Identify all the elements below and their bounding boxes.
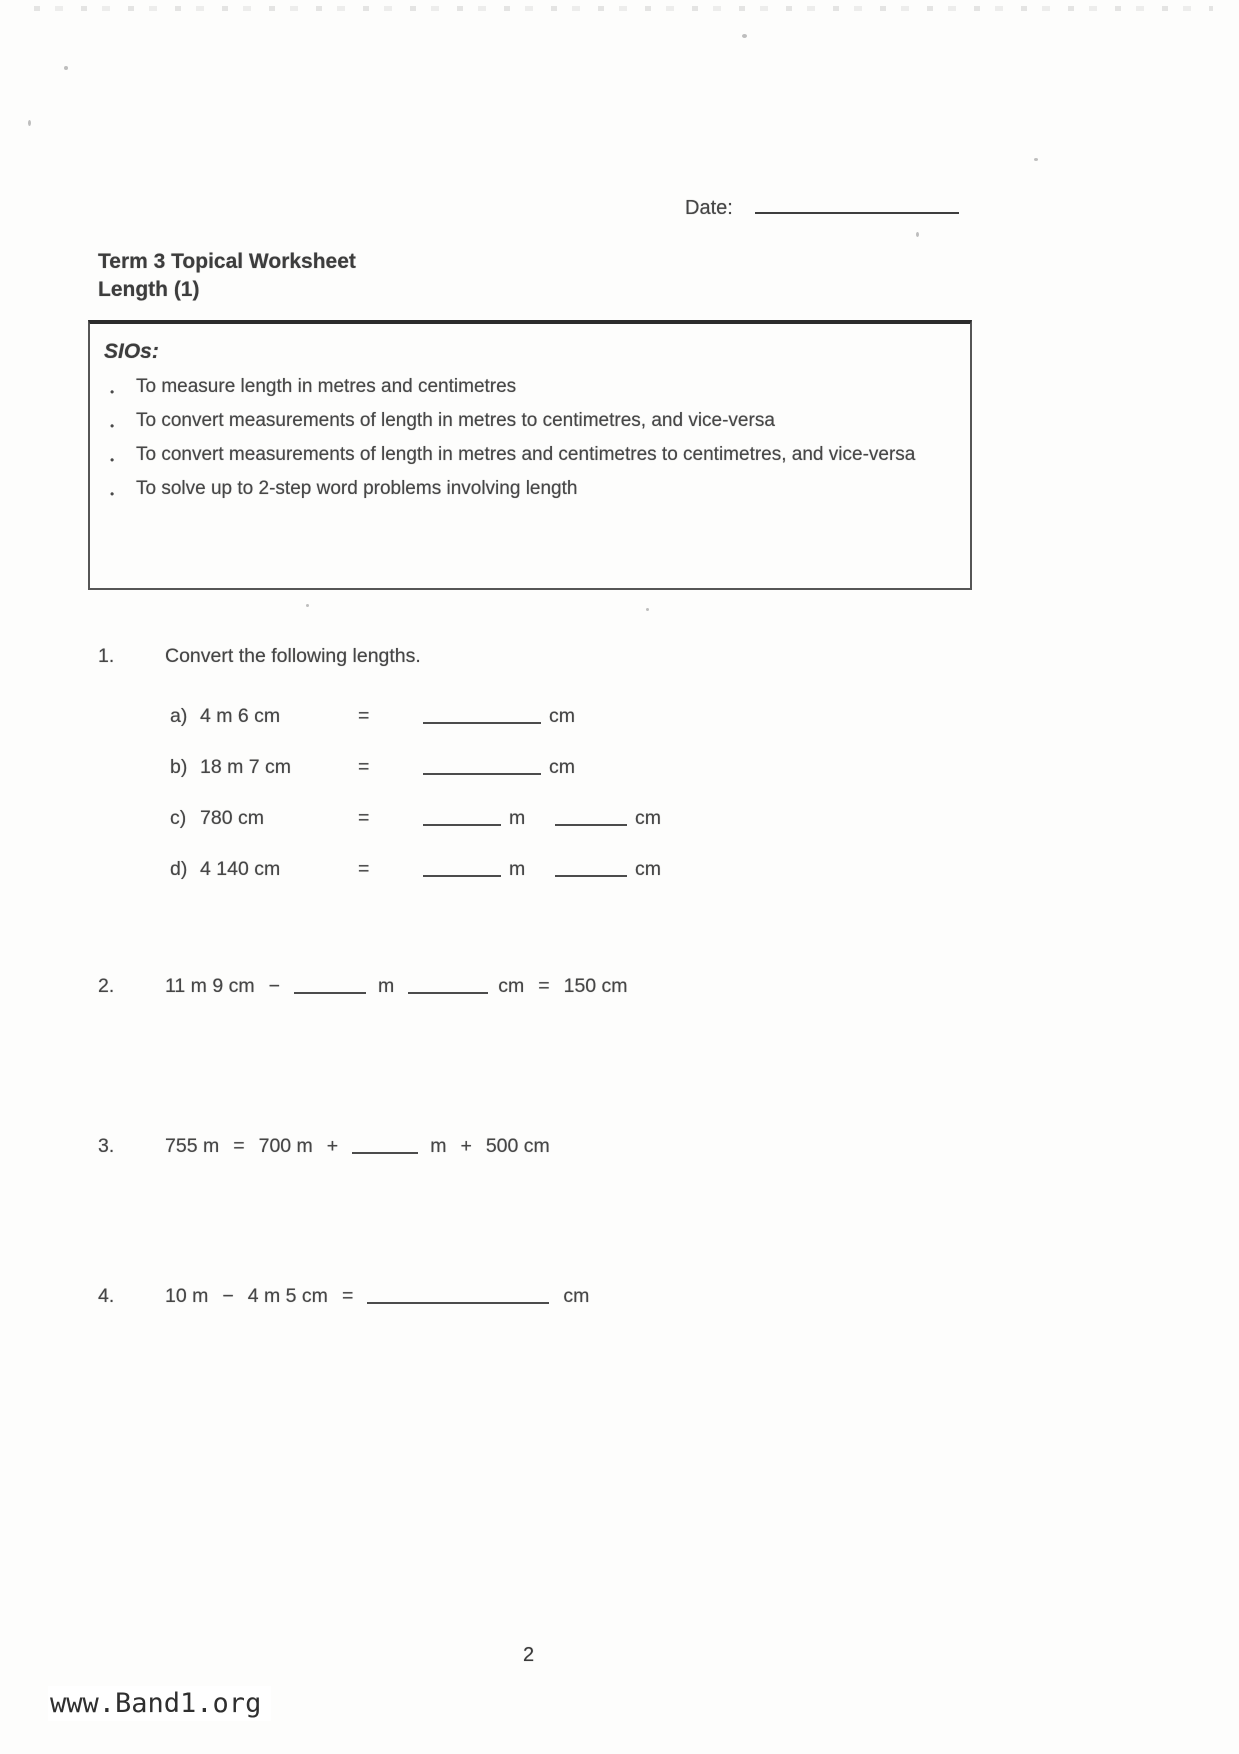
q1-part-row-b [170, 756, 665, 783]
question-prompt: Convert the following lengths. [165, 645, 421, 667]
answer-blank-metres [352, 1138, 418, 1154]
unit-label: m [430, 1135, 447, 1157]
answer-blank-centimetres [555, 810, 627, 826]
worksheet-subtitle: Length (1) [98, 278, 200, 301]
sios-box [88, 320, 972, 590]
question-number: 2. [98, 975, 115, 997]
answer-blank-metres [423, 810, 501, 826]
sios-item-text: To solve up to 2-step word problems involving length [136, 478, 578, 499]
scan-speck [64, 66, 68, 70]
question-4 [98, 1285, 589, 1308]
scan-speck [916, 232, 919, 237]
answer-blank [423, 759, 541, 775]
sios-item-text: To convert measurements of length in metres and centimetres to centimetres, and vice-versa [136, 444, 916, 465]
date-row [685, 196, 959, 220]
unit-label: m [377, 975, 395, 997]
scan-speck [646, 608, 649, 611]
answer-blank-centimetres [408, 978, 488, 994]
scan-speck [742, 34, 747, 38]
term-value: 700 m [258, 1135, 313, 1157]
sios-item [104, 476, 950, 507]
lhs-value: 10 m [165, 1285, 209, 1307]
unit-label: cm [549, 756, 575, 778]
answer-blank-metres [423, 861, 501, 877]
q1-parts [170, 705, 665, 885]
equals-sign: = [358, 756, 370, 778]
part-given-value: 4 140 cm [200, 858, 281, 880]
unit-label: cm [635, 807, 661, 829]
unit-label: m [509, 807, 526, 829]
plus-sign: + [326, 1135, 339, 1157]
minus-sign: − [268, 975, 280, 997]
date-label: Date: [685, 197, 733, 219]
given-value: 11 m 9 cm [165, 975, 255, 997]
question-3 [98, 1135, 550, 1158]
scan-speck [1034, 158, 1038, 161]
date-blank-line [755, 196, 959, 214]
bullet-icon: • [110, 487, 115, 501]
q1-part-row-c [170, 807, 665, 834]
sios-item [104, 408, 950, 439]
rhs-value: 4 m 5 cm [247, 1285, 328, 1307]
question-2 [98, 975, 628, 998]
equals-sign: = [233, 1135, 245, 1157]
answer-blank [423, 708, 541, 724]
result-value: 150 cm [563, 975, 628, 997]
part-label: a) [170, 705, 188, 727]
sios-item [104, 374, 950, 405]
answer-blank [367, 1288, 549, 1304]
scan-speck [306, 604, 309, 607]
bullet-icon: • [110, 453, 115, 467]
question-1 [98, 645, 665, 909]
sios-item-text: To convert measurements of length in metres to centimetres, and vice-versa [136, 410, 775, 431]
answer-blank-metres [294, 978, 366, 994]
plus-sign: + [460, 1135, 472, 1157]
worksheet-title: Term 3 Topical Worksheet [98, 250, 356, 273]
part-label: b) [170, 756, 188, 778]
question-number: 3. [98, 1135, 115, 1157]
unit-label: cm [635, 858, 661, 880]
bullet-icon: • [110, 419, 115, 433]
scan-speck [28, 120, 31, 126]
sios-item [104, 442, 950, 473]
unit-label: m [509, 858, 526, 880]
part-given-value: 4 m 6 cm [200, 705, 281, 727]
sios-item-text: To measure length in metres and centimetres [136, 376, 517, 397]
part-given-value: 18 m 7 cm [200, 756, 292, 778]
scan-noise-strip [34, 6, 1213, 11]
sios-list [104, 374, 950, 507]
equals-sign: = [358, 807, 370, 829]
lhs-value: 755 m [165, 1135, 220, 1157]
minus-sign: − [222, 1285, 234, 1307]
question-number: 1. [98, 645, 115, 667]
bullet-icon: • [110, 385, 115, 399]
answer-blank-centimetres [555, 861, 627, 877]
part-label: d) [170, 858, 188, 880]
term-value: 500 cm [485, 1135, 550, 1157]
question-number: 4. [98, 1285, 115, 1307]
equals-sign: = [358, 705, 370, 727]
equals-sign: = [358, 858, 370, 880]
q1-part-row-a [170, 705, 665, 732]
unit-label: cm [563, 1285, 590, 1307]
equals-sign: = [341, 1285, 354, 1307]
watermark-url: www.Band1.org [48, 1686, 271, 1721]
sios-heading: SIOs: [104, 340, 159, 363]
equals-sign: = [538, 975, 550, 997]
unit-label: cm [549, 705, 575, 727]
q1-part-row-d [170, 858, 665, 885]
part-label: c) [170, 807, 187, 829]
worksheet-title-block [98, 248, 356, 304]
part-given-value: 780 cm [200, 807, 264, 829]
unit-label: cm [498, 975, 525, 997]
page-number: 2 [523, 1644, 535, 1666]
